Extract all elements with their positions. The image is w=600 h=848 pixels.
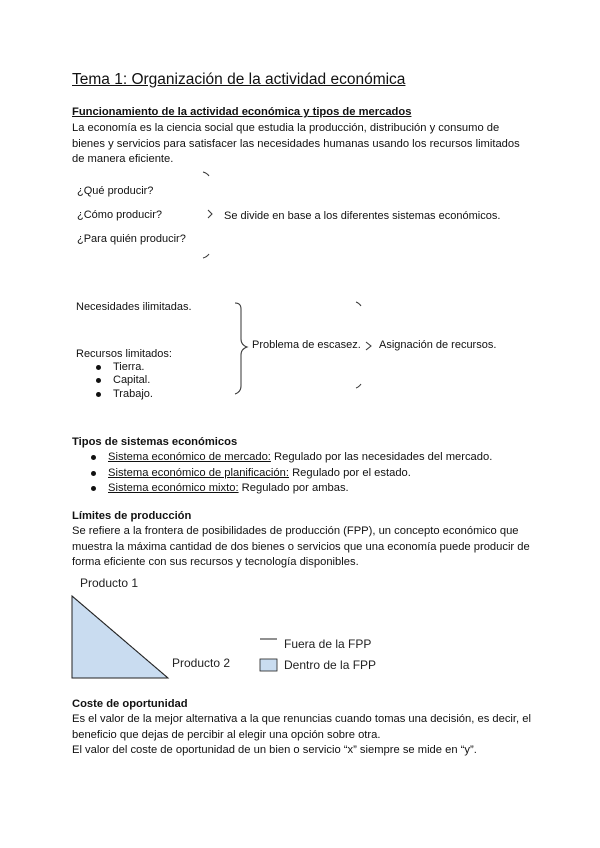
curly-brace [235,303,247,394]
question-how: ¿Cómo producir? [77,209,162,221]
assignment-label: Asignación de recursos. [379,339,497,351]
question-for-whom: ¿Para quién producir? [77,233,186,245]
paragraph-line: Es el valor de la mejor alternativa a la que renuncias cuando tomas una decisión, es decir, el [72,713,531,725]
bracket-middle-mark [208,210,212,218]
questions-note: Se divide en base a los diferentes sistemas económicos. [224,210,501,222]
section-heading-sistemas: Tipos de sistemas económicos [72,436,238,448]
system-name: Sistema económico mixto: [108,482,239,494]
section-heading-funcionamiento: Funcionamiento de la actividad económica y tipos de mercados [72,106,412,118]
system-name: Sistema económico de planificación: [108,466,289,479]
bracket-bottom-mark [203,254,209,258]
system-desc: Regulado por las necesidades del mercado. [270,451,493,463]
question-what: ¿Qué producir? [77,185,154,197]
list-item: Tierra. [96,361,153,374]
paragraph-line: bienes y servicios para satisfacer las necesidades humanas usando los recursos limitados [72,137,520,150]
system-desc: Regulado por ambas. [238,482,349,494]
legend-label-outside: Fuera de la FPP [284,637,372,651]
system-desc: Regulado por el estado. [288,466,411,479]
list-item: Trabajo. [96,388,153,401]
list-item: Capital. [96,374,153,387]
legend-label-inside: Dentro de la FPP [284,658,377,672]
paragraph-line: Se refiere a la frontera de posibilidades de producción (FPP), un concepto económico que [72,525,519,537]
paragraph-line: El valor del coste de oportunidad de un bien o servicio “x” siempre se mide en “y”. [72,744,477,757]
section-heading-coste: Coste de oportunidad [72,698,188,710]
paragraph-line: de manera eficiente. [72,153,174,166]
page-title: Tema 1: Organización de la actividad económica [72,71,406,88]
problem-label: Problema de escasez. [252,339,361,351]
system-name: Sistema económico de mercado: [108,451,271,463]
y-axis-label: Producto 1 [80,576,139,590]
assignment-bottom-mark [356,384,361,388]
paragraph-line: beneficio que dejas de percibir al elegir una opción sobre otra. [72,728,381,741]
paragraph-line: La economía es la ciencia social que estudia la producción, distribución y consumo de [72,122,500,134]
paragraph-line: forma eficiente con sus recursos y tecnología disponibles. [72,556,359,569]
section-heading-limites: Límites de producción [72,510,192,522]
bracket-top-mark [203,172,209,176]
resources-label: Recursos limitados: [76,348,172,360]
assignment-top-mark [356,302,361,306]
x-axis-label: Producto 2 [172,656,231,670]
paragraph-line: muestra la máxima cantidad de dos bienes o servicios que una economía puede producir de [72,540,530,553]
arrow-to-assignment [366,342,371,350]
needs-label: Necesidades ilimitadas. [76,301,192,313]
legend-swatch-inside [260,659,277,671]
